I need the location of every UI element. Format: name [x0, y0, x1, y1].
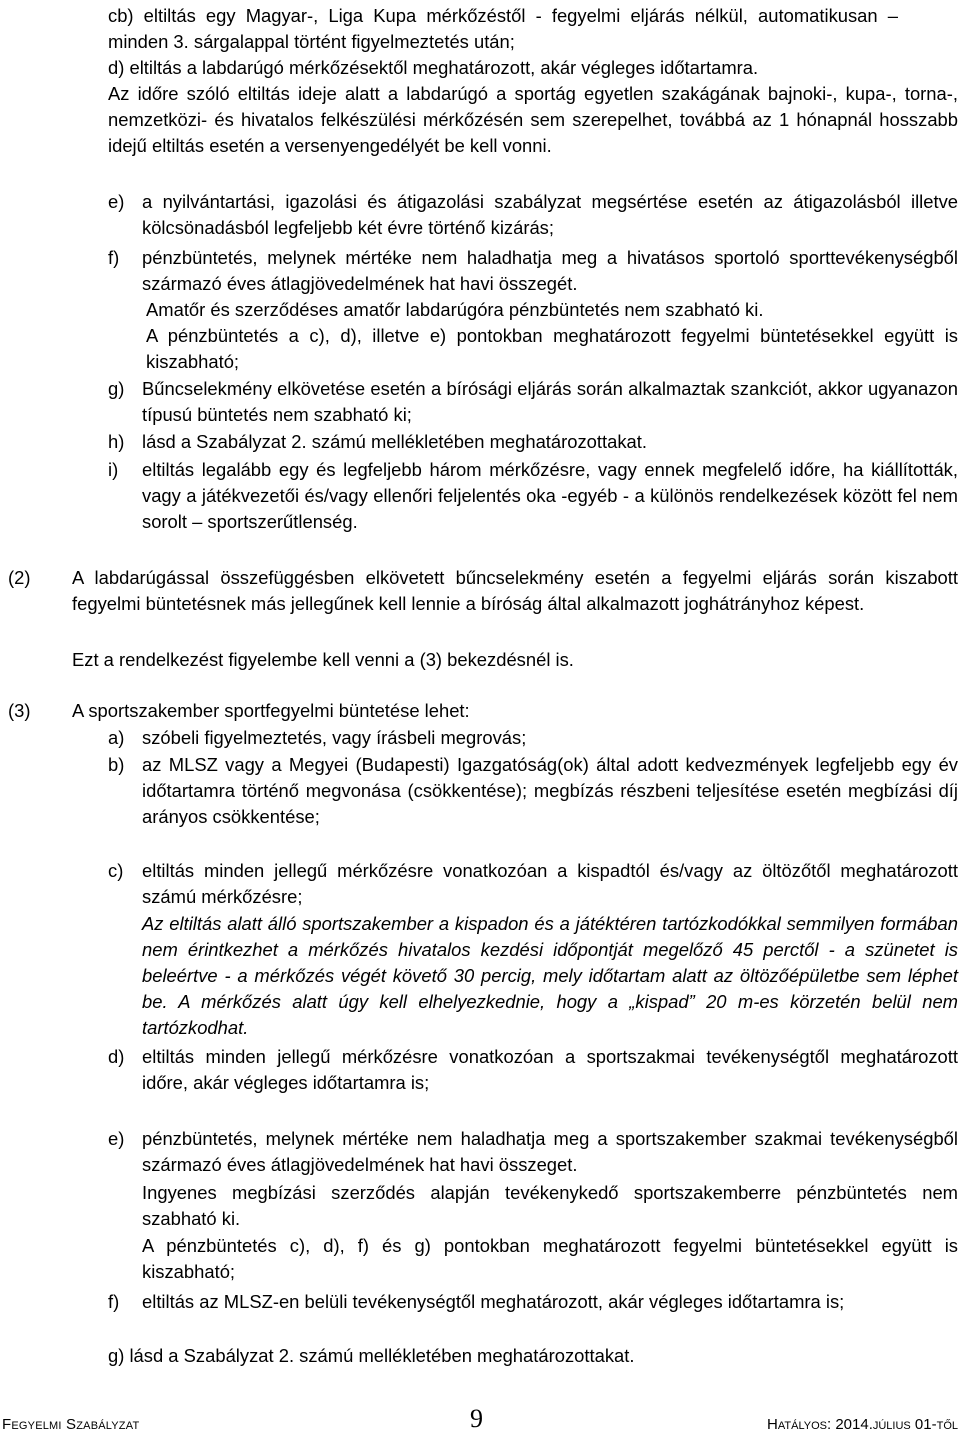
item-g-text: Bűncselekmény elkövetése esetén a bírósági eljárás során alkalmaztak szankciót, akkor ugyanazon típusú büntetés nem szabható ki;	[142, 378, 958, 425]
item-h-label: h)	[108, 431, 125, 452]
item-cb: cb) eltiltás egy Magyar-, Liga Kupa mérkőzéstől - fegyelmi eljárás nélkül, automatikusan –minden 3. sárgalappal történt figyelmeztetés után;	[108, 5, 898, 52]
s3-item-d-label: d)	[108, 1046, 125, 1067]
item-i-text: eltiltás legalább egy és legfeljebb három mérkőzésre, vagy ennek megfelelő időre, ha kiállították, vagy a játékvezetői és/vagy ellenőri feljelentés oka -egyéb - a különös rendelkezések között fel nem sorolt – sportszerűtlenség.	[142, 459, 958, 532]
s3-item-f-text: eltiltás az MLSZ-en belüli tevékenységtől meghatározott, akár végleges időtartamra is;	[142, 1291, 845, 1312]
s3-item-c-label: c)	[108, 860, 124, 881]
s3-item-g: g) lásd a Szabályzat 2. számú mellékletében meghatározottakat.	[108, 1345, 635, 1366]
section-2-text: A labdarúgással összefüggésben elkövetett bűncselekmény esetén a fegyelmi eljárás során kiszabott fegyelmi büntetésnek más jellegűnek kell lennie a bíróság által alkalmazott joghátrányhoz képest.	[72, 567, 958, 614]
item-e-text: a nyilvántartási, igazolási és átigazolási szabályzat megsértése esetén az átigazolásból illetve kölcsönadásból legfeljebb két évre történő kizárás;	[142, 191, 958, 238]
s3-item-b-text: az MLSZ vagy a Megyei (Budapesti) Igazgatóság(ok) által adott kedvezmények legfeljebb egy év időtartamra történő megvonása (csökkentése); megbízás részbeni teljesítése esetén megbízási díj arányos csökkentése;	[142, 754, 958, 827]
s3-item-b-label: b)	[108, 754, 125, 775]
footer-effective-date: Hatályos: 2014.július 01-től	[767, 1416, 958, 1433]
s3-item-e-text: pénzbüntetés, melynek mértéke nem haladhatja meg a sportszakember szakmai tevékenységből származó éves átlagjövedelmének hat havi összeget.	[142, 1128, 958, 1175]
item-i-label: i)	[108, 459, 119, 480]
item-g-label: g)	[108, 378, 125, 399]
s3-item-a-label: a)	[108, 727, 125, 748]
item-d-paragraph: Az időre szóló eltiltás ideje alatt a labdarúgó a sportág egyetlen szakágának bajnoki-, kupa-, torna-, nemzetközi- és hivatalos felkészülési mérkőzésén sem szerepelhet, továbbá az 1 hónapnál hosszabb idejű eltiltás esetén a versenyengedélyét be kell vonni.	[108, 83, 958, 156]
s3-item-e-paragraph-2: A pénzbüntetés c), d), f) és g) pontokban meghatározott fegyelmi büntetésekkel együtt is kiszabható;	[142, 1235, 958, 1282]
item-d: d) eltiltás a labdarúgó mérkőzésektől meghatározott, akár végleges időtartamra.	[108, 57, 759, 78]
s3-item-c-italic-paragraph: Az eltiltás alatt álló sportszakember a kispadon és a játéktéren tartózkodókkal semmilyen formában nem érintkezhet a mérkőzés hivatalos kezdési időpontját megelőző 45 perctől - a szünetet is beleértve - a mérkőzés végét követő 30 percig, mely időtartam alatt az öltözőépületbe sem léphet be. A mérkőzés alatt úgy kell elhelyezkednie, hogy a „kispad” 20 m-es körzetén belül nem tartózkodhat.	[142, 913, 958, 1038]
s3-item-d-text: eltiltás minden jellegű mérkőzésre vonatkozóan a sportszakmai tevékenységtől meghatározott időre, akár végleges időtartamra is;	[142, 1046, 958, 1093]
page-footer	[0, 1406, 960, 1434]
item-f-paragraph-1: Amatőr és szerződéses amatőr labdarúgóra pénzbüntetés nem szabható ki.	[146, 299, 764, 320]
s3-item-f-label: f)	[108, 1291, 120, 1312]
s3-item-e-label: e)	[108, 1128, 125, 1149]
item-f-label: f)	[108, 247, 120, 268]
footer-document-title: Fegyelmi Szabályzat	[2, 1416, 140, 1433]
s3-item-a-text: szóbeli figyelmeztetés, vagy írásbeli megrovás;	[142, 727, 527, 748]
section-2-paragraph: Ezt a rendelkezést figyelembe kell venni a (3) bekezdésnél is.	[72, 649, 574, 670]
section-3-intro: A sportszakember sportfegyelmi büntetése lehet:	[72, 700, 470, 721]
item-f-text: pénzbüntetés, melynek mértéke nem haladhatja meg a hivatásos sportoló sporttevékenységből származó éves átlagjövedelmének hat havi összegét.	[142, 247, 958, 294]
s3-item-c-text: eltiltás minden jellegű mérkőzésre vonatkozóan a kispadtól és/vagy az öltözőtől meghatározott számú mérkőzésre;	[142, 860, 958, 907]
item-h-text: lásd a Szabályzat 2. számú mellékletében meghatározottakat.	[142, 431, 647, 452]
footer-page-number: 9	[470, 1404, 483, 1433]
s3-item-e-paragraph-1: Ingyenes megbízási szerződés alapján tevékenykedő sportszakemberre pénzbüntetés nem szabható ki.	[142, 1182, 958, 1229]
item-f-paragraph-2: A pénzbüntetés a c), d), illetve e) pontokban meghatározott fegyelmi büntetésekkel együtt is kiszabható;	[146, 325, 958, 372]
section-3-number: (3)	[8, 700, 31, 721]
section-2-number: (2)	[8, 567, 31, 588]
item-e-label: e)	[108, 191, 125, 212]
